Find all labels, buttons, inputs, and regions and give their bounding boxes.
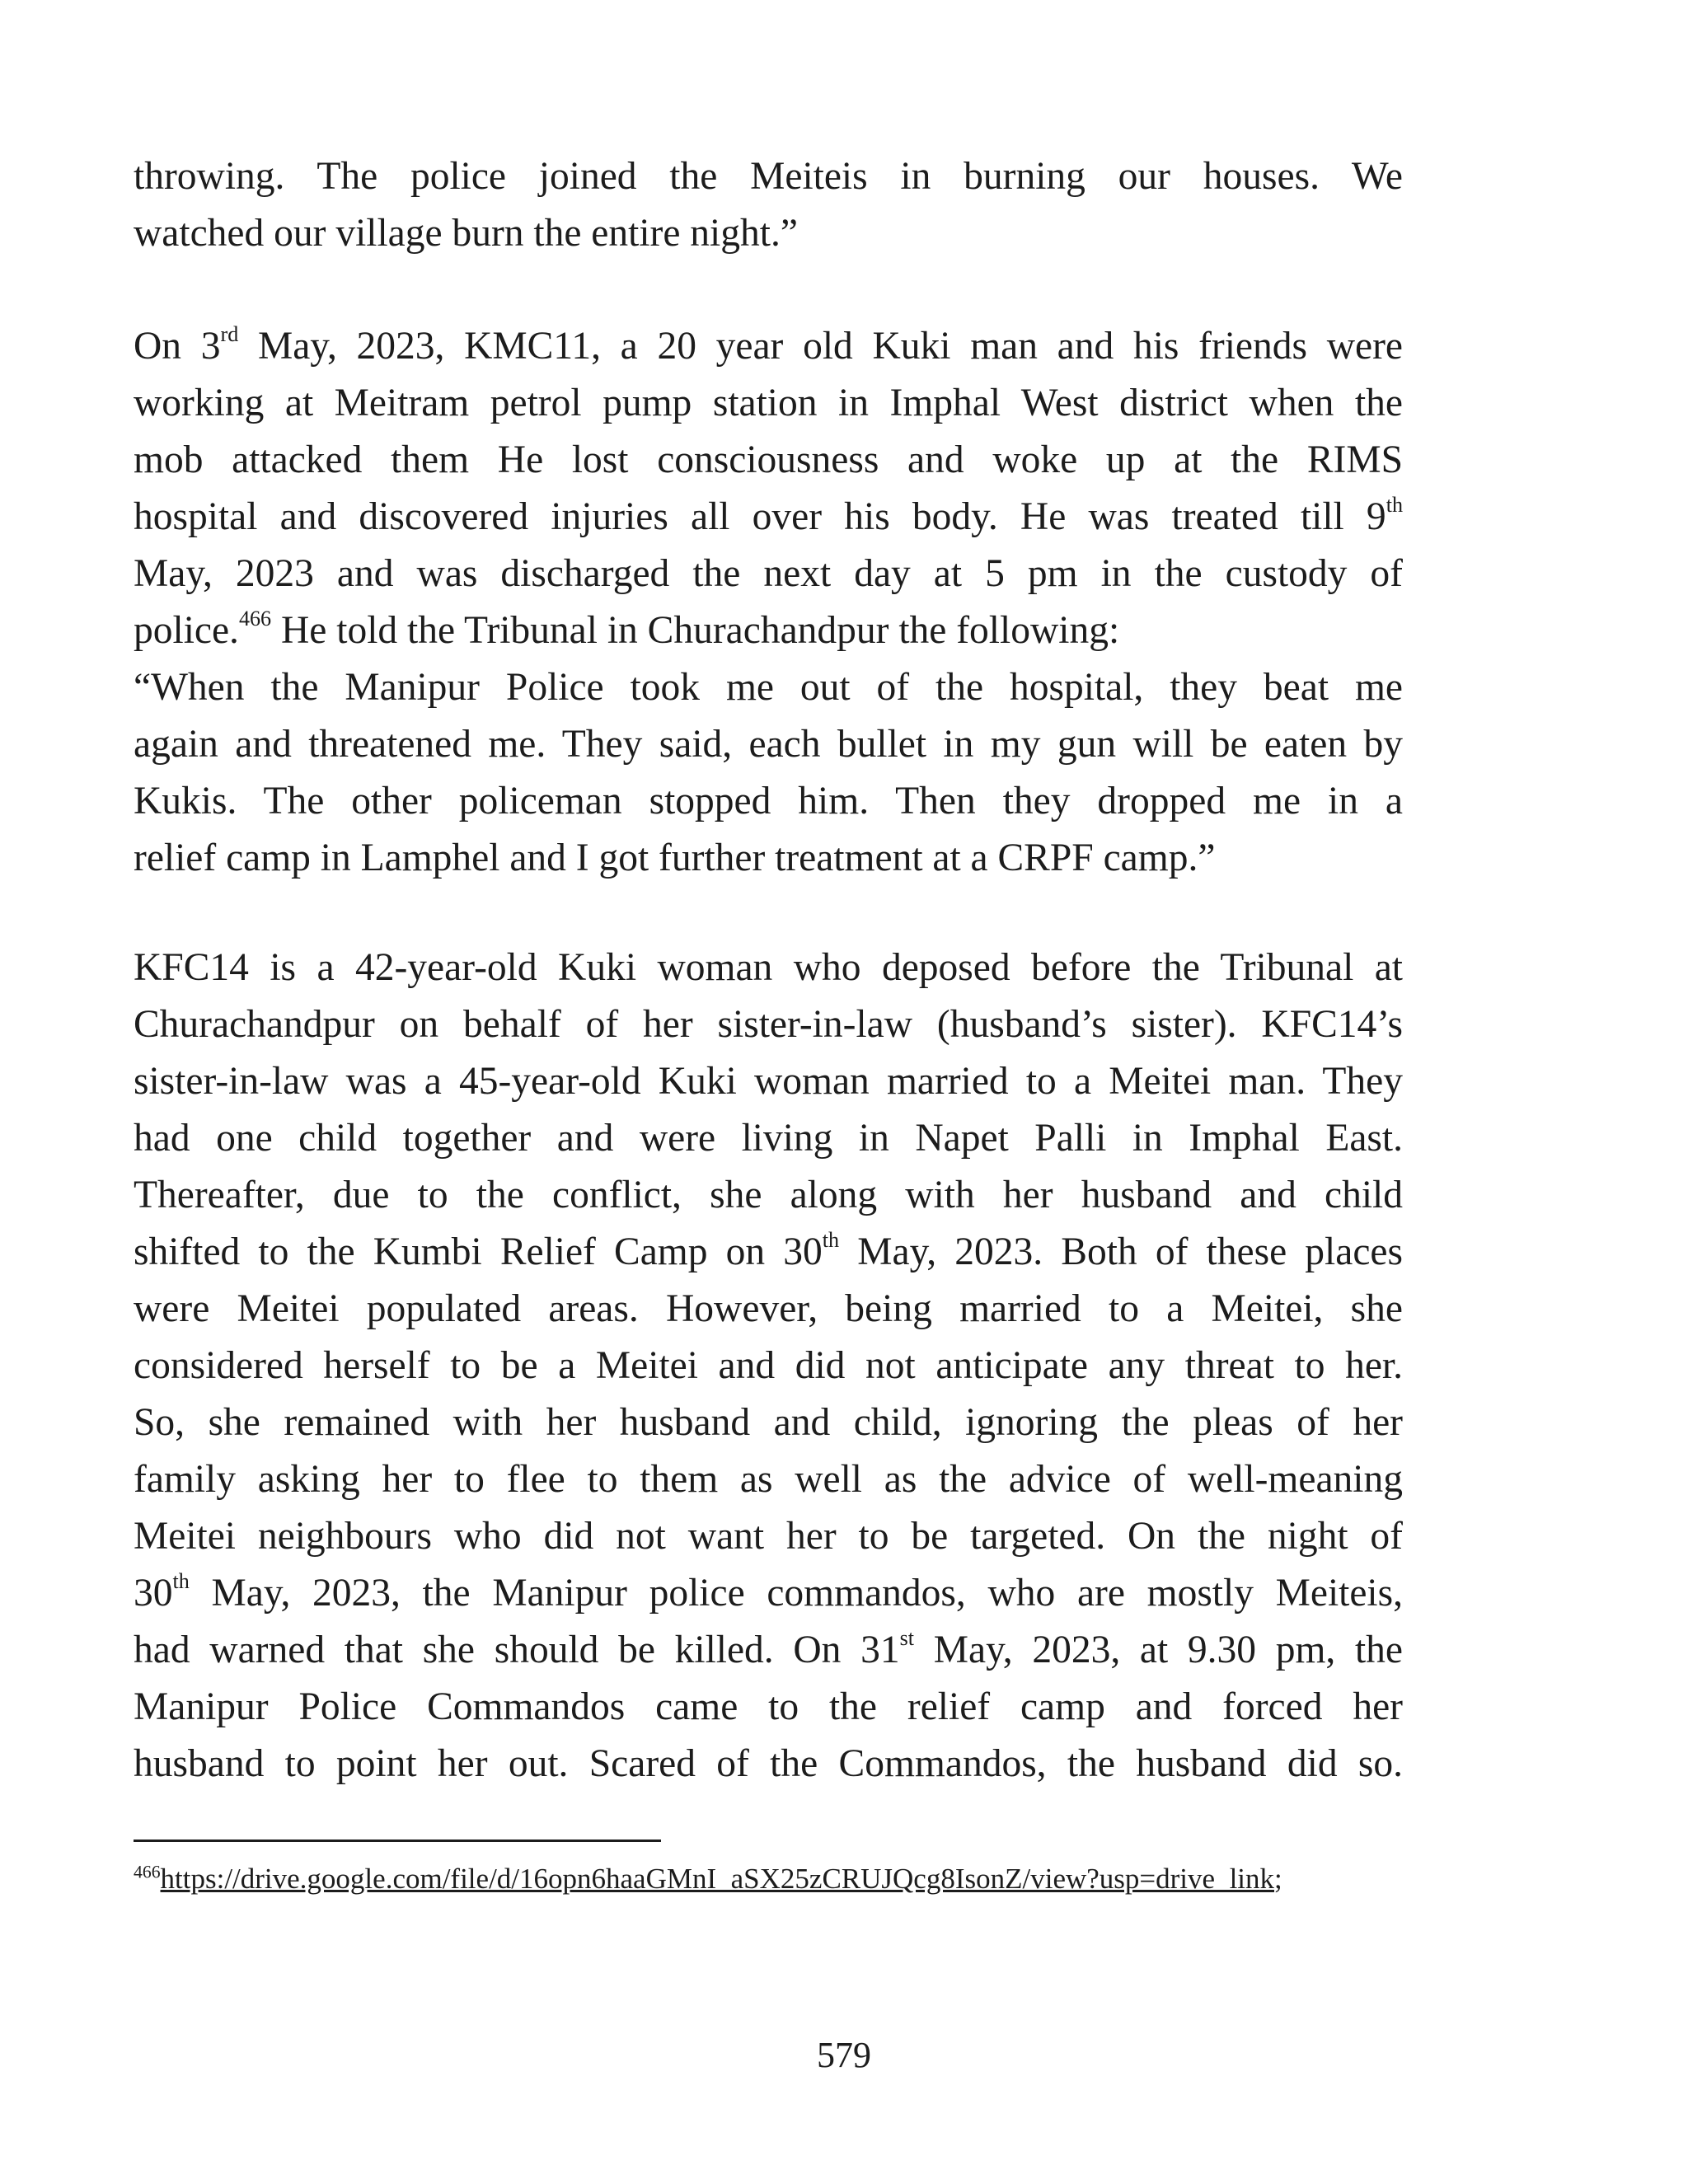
paragraph-kfc14 xyxy=(134,940,1403,1793)
text-line: watched our village burn the entire night.” xyxy=(134,212,798,255)
text-line: considered herself to be a Meitei and did not anticipate any threat to her. xyxy=(134,1344,1403,1387)
text-line: May, 2023 and was discharged the next day at 5 pm in the custody of xyxy=(134,552,1403,595)
text-line: Thereafter, due to the conflict, she along with her husband and child xyxy=(134,1174,1403,1216)
footnote-marker: 466 xyxy=(134,1862,161,1882)
text-line: 30th May, 2023, the Manipur police commandos, who are mostly Meiteis, xyxy=(134,1569,1403,1615)
superscript-ordinal: th xyxy=(172,1569,190,1594)
text-line: mob attacked them He lost consciousness and woke up at the RIMS xyxy=(134,438,1403,481)
paragraph-kmc11 xyxy=(134,318,1403,887)
text-line: “When the Manipur Police took me out of the hospital, they beat me xyxy=(134,666,1403,709)
text-line: had one child together and were living in Napet Palli in Imphal East. xyxy=(134,1117,1403,1160)
superscript-ordinal: rd xyxy=(220,322,239,347)
text-line: shifted to the Kumbi Relief Camp on 30th May, 2023. Both of these places xyxy=(134,1228,1403,1273)
text-line: were Meitei populated areas. However, being married to a Meitei, she xyxy=(134,1287,1403,1330)
footnote-reference[interactable]: 466 xyxy=(238,607,272,631)
text-line: Churachandpur on behalf of her sister-in-law (husband’s sister). KFC14’s xyxy=(134,1003,1403,1046)
text-line: KFC14 is a 42-year-old Kuki woman who deposed before the Tribunal at xyxy=(134,946,1403,989)
paragraph-testimony-end xyxy=(134,148,1403,262)
text-line: Kukis. The other policeman stopped him. Then they dropped me in a xyxy=(134,780,1403,823)
superscript-ordinal: st xyxy=(899,1626,915,1651)
text-line: throwing. The police joined the Meiteis in burning our houses. We xyxy=(134,155,1403,198)
footnote-divider xyxy=(134,1840,661,1842)
text-line: working at Meitram petrol pump station in Imphal West district when the xyxy=(134,382,1403,424)
text-line: sister-in-law was a 45-year-old Kuki woman married to a Meitei man. They xyxy=(134,1060,1403,1103)
text-line: again and threatened me. They said, each bullet in my gun will be eaten by xyxy=(134,723,1403,766)
page-number: 579 xyxy=(817,2035,871,2075)
footnote-link[interactable]: https://drive.google.com/file/d/16opn6haaGMnI_aSX25zCRUJQcg8IsonZ/view?usp=drive_link xyxy=(160,1863,1275,1895)
text-line: family asking her to flee to them as well as the advice of well-meaning xyxy=(134,1458,1403,1501)
text-line: So, she remained with her husband and child, ignoring the pleas of her xyxy=(134,1401,1403,1444)
text-line: relief camp in Lamphel and I got further treatment at a CRPF camp.” xyxy=(134,837,1216,879)
superscript-ordinal: th xyxy=(822,1228,840,1253)
text-line: police.$^{466}$ He told the Tribunal in Churachandpur the following: xyxy=(134,607,1120,652)
text-line: had warned that she should be killed. On 31st May, 2023, at 9.30 pm, the xyxy=(134,1626,1404,1671)
text-line: On 3rd May, 2023, KMC11, a 20 year old Kuki man and his friends were xyxy=(134,322,1403,368)
text-line: Meitei neighbours who did not want her to be targeted. On the night of xyxy=(134,1515,1403,1558)
footnote xyxy=(134,1859,1403,1899)
text-line: husband to point her out. Scared of the Commandos, the husband did so. xyxy=(134,1742,1403,1785)
footnote-trailing: ; xyxy=(1274,1863,1282,1895)
superscript-ordinal: th xyxy=(1386,493,1403,518)
text-line: hospital and discovered injuries all over his body. He was treated till 9th xyxy=(134,493,1403,538)
text-line: Manipur Police Commandos came to the relief camp and forced her xyxy=(134,1685,1403,1728)
